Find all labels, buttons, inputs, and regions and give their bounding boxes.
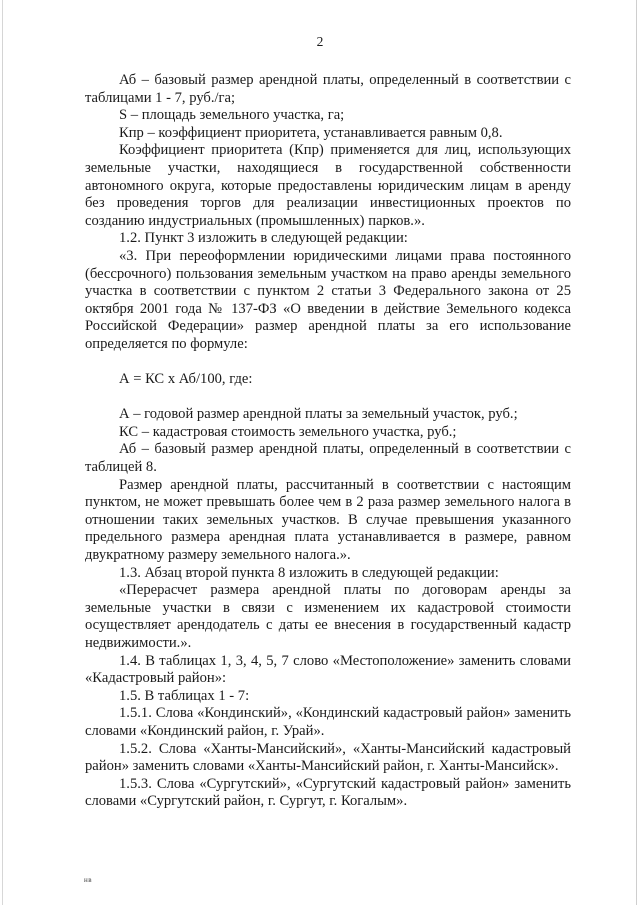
scan-edge-left <box>2 0 3 905</box>
paragraph-cadastral-value-definition: КС – кадастровая стоимость земельного участка, руб.; <box>119 423 457 440</box>
paragraph-clause-1-2: 1.2. Пункт 3 изложить в следующей редакции: <box>119 230 408 247</box>
paragraph-clause-1-5-1: 1.5.1. Слова «Кондинский», «Кондинский кадастровый район» заменить словами «Кондинский район, г. Урай». <box>85 705 571 739</box>
paragraph-base-rate-table-8: Аб – базовый размер арендной платы, определенный в соответствии с таблицей 8. <box>85 441 571 476</box>
footer-initials: нв <box>84 876 93 884</box>
paragraph-clause-1-4: 1.4. В таблицах 1, 3, 4, 5, 7 слово «Местоположение» заменить словами «Кадастровый район»: <box>85 652 571 687</box>
paragraph-priority-coefficient: Кпр – коэффициент приоритета, устанавливается равным 0,8. <box>119 124 503 141</box>
formula: А = КС х Аб/100, где: <box>119 371 253 388</box>
paragraph-rent-limit: Размер арендной платы, рассчитанный в соответствии с настоящим пунктом, не может превышать более чем в 2 раза размер земельного налога в отношении таких земельных участков. В случае превышения указанного предельного размера арендная плата устанавливается в размере, равном двукратному размеру земельного налога.». <box>85 476 571 564</box>
scan-edge-right <box>636 0 637 905</box>
document-body <box>85 72 571 811</box>
paragraph-clause-1-5-2: 1.5.2. Слова «Ханты-Мансийский», «Ханты-Мансийский кадастровый район» заменить словами «Ханты-Мансийский район, г. Ханты-Мансийск». <box>85 740 571 775</box>
paragraph-base-rate-definition: Аб – базовый размер арендной платы, определенный в соответствии с таблицами 1 - 7, руб./га; <box>85 72 571 106</box>
paragraph-recalculation: «Перерасчет размера арендной платы по договорам аренды за земельные участки в связи с изменением их кадастровой стоимости осуществляет арендодатель с даты ее внесения в государственный кадастр недвижимости.». <box>85 582 571 651</box>
paragraph-area-definition: S – площадь земельного участка, га; <box>119 107 345 124</box>
paragraph-priority-application: Коэффициент приоритета (Кпр) применяется для лиц, использующих земельные участки, находящиеся в государственной собственности автономного округа, которые предоставлены юридическим лицам в аренду без проведения торгов для реализации инвестиционных проектов по созданию индустриальных (промышленных) парков.». <box>85 142 571 229</box>
paragraph-clause-3-text: «3. При переоформлении юридическими лицами права постоянного (бессрочного) пользования земельным участком на право аренды земельного участка в соответствии с пунктом 2 статьи 3 Федерального закона от 25 октября 2001 года № 137-ФЗ «О введении в действие Земельного кодекса Российской Федерации» размер арендной платы за его использование определяется по формуле: <box>85 247 571 352</box>
paragraph-clause-1-5: 1.5. В таблицах 1 - 7: <box>119 687 250 704</box>
paragraph-annual-rent-definition: А – годовой размер арендной платы за земельный участок, руб.; <box>119 406 518 423</box>
paragraph-clause-1-3: 1.3. Абзац второй пункта 8 изложить в следующей редакции: <box>119 564 499 581</box>
page-number: 2 <box>316 34 324 49</box>
paragraph-clause-1-5-3: 1.5.3. Слова «Сургутский», «Сургутский кадастровый район» заменить словами «Сургутский район, г. Сургут, г. Когалым». <box>85 775 571 810</box>
